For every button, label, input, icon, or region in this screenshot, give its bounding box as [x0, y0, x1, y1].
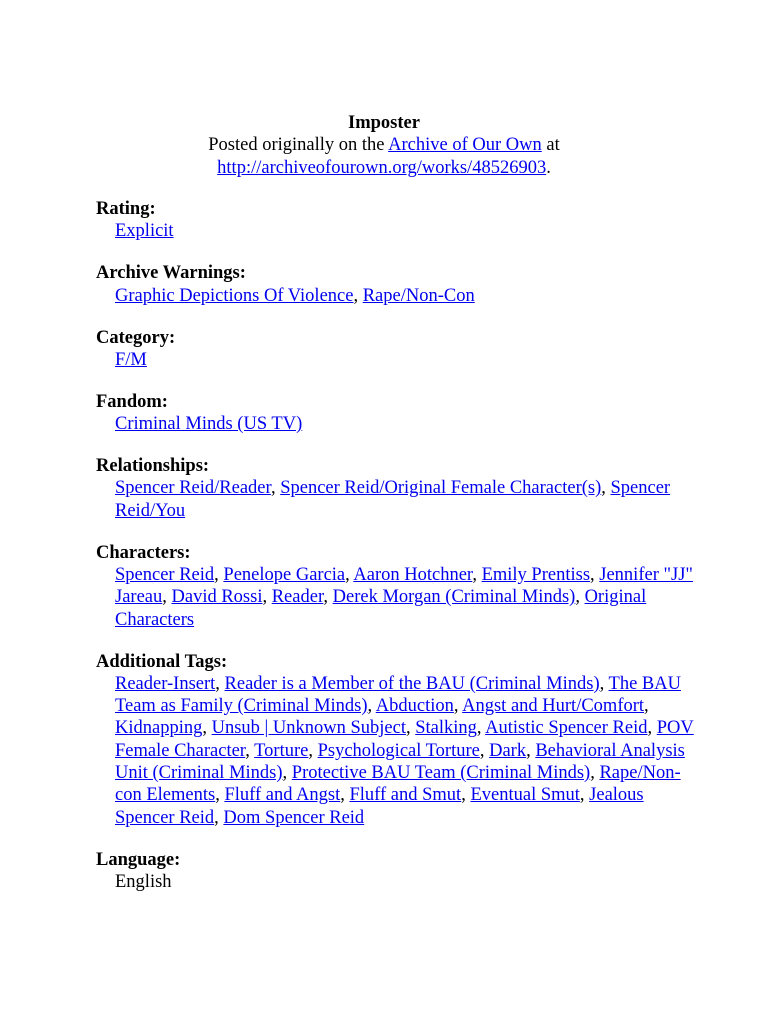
tag-link[interactable]: Abduction: [375, 696, 454, 717]
field-label: Fandom:: [96, 391, 168, 412]
tag-link[interactable]: Jennifer "JJ" Jareau: [115, 565, 693, 608]
field-label: Language:: [96, 849, 181, 870]
tag-link[interactable]: Unsub | Unknown Subject: [211, 718, 406, 739]
tag-separator: ,: [340, 785, 350, 806]
tag-link[interactable]: Angst and Hurt/Comfort: [462, 696, 645, 717]
meta-field: [96, 327, 696, 372]
work-title: Imposter: [348, 113, 420, 133]
tag-link[interactable]: Emily Prentiss: [481, 565, 591, 585]
tag-link[interactable]: Reader-Insert: [115, 673, 216, 694]
tag-link[interactable]: Rape/Non-con Elements: [115, 763, 681, 806]
posted-prefix: Posted originally on the: [208, 135, 385, 156]
field-value: [96, 413, 696, 435]
tag-separator: ,: [405, 718, 416, 739]
tag-separator: ,: [282, 763, 292, 784]
meta-field: [96, 391, 696, 436]
tag-separator: ,: [353, 285, 363, 306]
tag-link[interactable]: Reader: [271, 587, 324, 608]
posted-line: [150, 134, 618, 156]
tag-separator: ,: [214, 807, 224, 828]
tag-link[interactable]: POV Female Character: [115, 718, 694, 761]
tag-separator: ,: [453, 696, 463, 717]
field-value: [96, 220, 696, 242]
tag-link[interactable]: Graphic Depictions Of Violence: [115, 285, 354, 306]
tag-link[interactable]: The BAU Team as Family (Criminal Minds): [115, 673, 681, 717]
work-header: [150, 112, 618, 179]
tag-link[interactable]: Fluff and Smut: [349, 785, 462, 806]
tag-link[interactable]: Spencer Reid: [115, 565, 215, 585]
tag-separator: ,: [601, 478, 611, 499]
tag-link[interactable]: Reader is a Member of the BAU (Criminal Minds): [224, 673, 600, 694]
field-label: Rating:: [96, 199, 156, 219]
tag-separator: ,: [575, 587, 585, 608]
tag-separator: ,: [345, 565, 354, 585]
tag-separator: ,: [599, 673, 609, 694]
tag-separator: ,: [590, 565, 600, 585]
tag-link[interactable]: Dom Spencer Reid: [223, 807, 365, 828]
tag-link[interactable]: Criminal Minds (US TV): [115, 414, 303, 435]
field-label: Additional Tags:: [96, 651, 228, 672]
tag-separator: ,: [215, 673, 225, 694]
tag-separator: ,: [262, 587, 272, 608]
archive-link[interactable]: Archive of Our Own: [388, 135, 542, 156]
work-metadata: [96, 198, 696, 913]
tag-link[interactable]: Spencer Reid/You: [115, 478, 671, 521]
url-line: [150, 157, 618, 179]
tag-link[interactable]: Original Characters: [115, 587, 647, 630]
work-url-link[interactable]: http://archiveofourown.org/works/48526903: [217, 157, 547, 178]
field-value: [96, 477, 696, 522]
meta-field: [96, 849, 696, 894]
field-value: [96, 673, 696, 829]
tag-separator: ,: [367, 696, 376, 717]
tag-link[interactable]: David Rossi: [171, 587, 263, 608]
field-value: [96, 349, 696, 371]
tag-link[interactable]: Protective BAU Team (Criminal Minds): [291, 763, 591, 784]
meta-field: [96, 198, 696, 243]
tag-separator: ,: [270, 478, 281, 499]
tag-link[interactable]: Derek Morgan (Criminal Minds): [332, 587, 576, 608]
field-value: [96, 285, 696, 307]
tag-separator: ,: [245, 740, 255, 761]
tag-link[interactable]: Torture: [254, 740, 309, 761]
tag-separator: ,: [590, 763, 600, 784]
field-label: Relationships:: [96, 456, 210, 477]
tag-link[interactable]: Penelope Garcia: [223, 565, 346, 585]
meta-field: [96, 542, 696, 631]
tag-link[interactable]: Autistic Spencer Reid: [485, 718, 648, 739]
field-label: Characters:: [96, 542, 191, 563]
tag-link[interactable]: Spencer Reid/Original Female Character(s): [280, 478, 602, 499]
field-value: [96, 564, 696, 631]
tag-link[interactable]: Fluff and Angst: [224, 785, 341, 806]
tag-link[interactable]: Behavioral Analysis Unit (Criminal Minds): [115, 740, 685, 784]
posted-at: at: [546, 135, 560, 156]
tag-link[interactable]: F/M: [115, 349, 147, 370]
tag-link[interactable]: Jealous Spencer Reid: [115, 785, 644, 828]
tag-link[interactable]: Explicit: [115, 221, 174, 242]
tag-link[interactable]: Eventual Smut: [470, 785, 580, 806]
tag-link[interactable]: Stalking: [415, 718, 477, 739]
tag-separator: ,: [461, 785, 471, 806]
field-label: Category:: [96, 327, 176, 348]
tag-separator: ,: [647, 718, 657, 739]
tag-separator: ,: [476, 718, 486, 739]
tag-separator: ,: [579, 785, 590, 806]
tag-separator: ,: [323, 587, 333, 608]
tag-separator: ,: [526, 740, 536, 761]
url-period: .: [546, 157, 551, 178]
field-text: English: [115, 871, 172, 892]
tag-separator: ,: [162, 587, 172, 608]
meta-field: [96, 455, 696, 522]
tag-link[interactable]: Rape/Non-Con: [362, 285, 475, 306]
meta-field: [96, 262, 696, 307]
field-value: [96, 871, 696, 893]
tag-separator: ,: [214, 565, 224, 585]
tag-separator: ,: [479, 740, 490, 761]
tag-link[interactable]: Dark: [489, 740, 527, 761]
field-label: Archive Warnings:: [96, 263, 246, 284]
tag-separator: ,: [644, 696, 649, 717]
tag-link[interactable]: Aaron Hotchner: [353, 565, 473, 585]
tag-link[interactable]: Kidnapping: [115, 718, 203, 739]
tag-link[interactable]: Spencer Reid/Reader: [115, 478, 271, 499]
tag-separator: ,: [308, 740, 318, 761]
tag-link[interactable]: Psychological Torture: [317, 740, 480, 761]
tag-separator: ,: [472, 565, 482, 585]
tag-separator: ,: [202, 718, 212, 739]
meta-field: [96, 651, 696, 829]
tag-separator: ,: [215, 785, 225, 806]
